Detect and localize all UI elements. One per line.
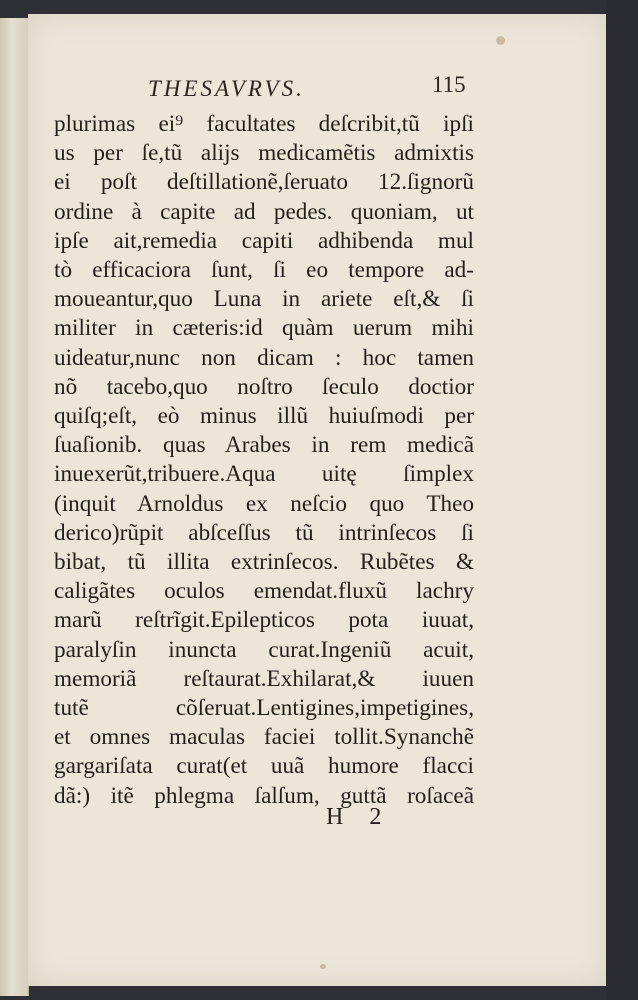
text-line: ſuaſionib. quas Arabes in rem medicã (54, 432, 474, 459)
text-line: moueantur,quo Luna in ariete eſt,& ſi (54, 286, 474, 313)
text-line: gargariſata curat(et uuã humore flacci (54, 753, 474, 780)
text-line: et omnes maculas faciei tollit.Synanchẽ (54, 724, 474, 751)
text-line: memoriã reſtaurat.Exhilarat,& iuuen (54, 665, 474, 692)
foxing-spot (496, 36, 505, 45)
text-line: bibat, tũ illita extrinſecos. Rubẽtes & (54, 549, 474, 576)
running-head: THESAVRVS. (148, 76, 305, 101)
text-line: ei poſt deſtillationẽ,ſeruato 12.ſignorũ (54, 169, 474, 196)
signature-mark: H 2 (326, 804, 392, 830)
text-line: us per ſe,tũ alijs medicamẽtis admixtis (54, 140, 474, 167)
text-line: ipſe ait,remedia capiti adhibenda mul (54, 227, 474, 254)
text-line: dã:) itẽ phlegma ſalſum, guttã roſaceã (54, 782, 474, 809)
text-line: (inquit Arnoldus ex neſcio quo Theo (54, 490, 474, 517)
text-line: uideatur,nunc non dicam : hoc tamen (54, 344, 474, 371)
text-line: derico)rũpit abſceſſus tũ intrinſecos ſi (54, 519, 474, 546)
text-line: militer in cæteris:id quàm uerum mihi (54, 315, 474, 342)
text-line: nõ tacebo,quo noſtro ſeculo doctior (54, 373, 474, 400)
facing-page-edge (0, 18, 29, 996)
text-line: ordine à capite ad pedes. quoniam, ut (54, 198, 474, 225)
page-number: 115 (432, 72, 466, 97)
text-line: plurimas ei⁹ facultates deſcribit,tũ ipſi (54, 111, 474, 137)
foxing-spot (320, 964, 326, 969)
text-line: tutẽ cõſeruat.Lentigines,impetigines, (54, 695, 474, 722)
body-text (54, 110, 474, 811)
text-line: quiſq;eſt, eò minus illũ huiuſmodi per (54, 403, 474, 430)
scan-margin (606, 0, 638, 1000)
text-line: caligãtes oculos emendat.fluxũ lachry (54, 578, 474, 605)
text-line: paralyſin inuncta curat.Ingeniũ acuit, (54, 636, 474, 663)
text-line: tò efficaciora ſunt, ſi eo tempore ad- (54, 257, 474, 284)
text-line: inuexerũt,tribuere.Aqua uitę ſimplex (54, 461, 474, 488)
text-line: marũ reſtrĩgit.Epilepticos pota iuuat, (54, 607, 474, 634)
